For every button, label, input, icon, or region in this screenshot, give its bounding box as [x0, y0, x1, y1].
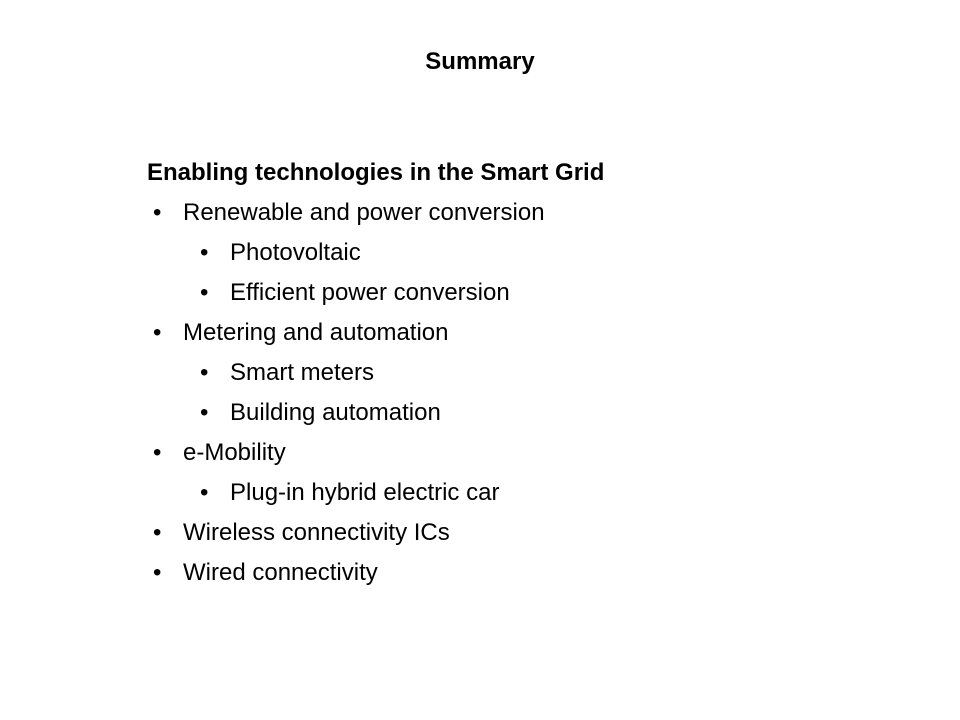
- sub-bullet-item: [147, 476, 847, 516]
- bullet-text: Photovoltaic: [230, 239, 361, 266]
- bullet-text: Efficient power conversion: [230, 279, 510, 306]
- bullet-text: Building automation: [230, 399, 441, 426]
- bullet-glyph: •: [200, 279, 209, 306]
- bullet-item: [147, 556, 847, 596]
- bullet-text: e-Mobility: [183, 439, 286, 466]
- bullet-item: [147, 196, 847, 236]
- bullet-item: [147, 436, 847, 476]
- sub-bullet-item: [147, 396, 847, 436]
- slide-content: [147, 156, 847, 596]
- bullet-glyph: •: [153, 199, 162, 226]
- bullet-item: [147, 316, 847, 356]
- bullet-text: Wireless connectivity ICs: [183, 519, 450, 546]
- slide-title: Summary: [425, 48, 535, 75]
- bullet-glyph: •: [200, 479, 209, 506]
- bullet-glyph: •: [200, 399, 209, 426]
- sub-bullet-item: [147, 356, 847, 396]
- bullet-item: [147, 516, 847, 556]
- sub-bullet-item: [147, 236, 847, 276]
- bullet-glyph: •: [153, 519, 162, 546]
- bullet-glyph: •: [153, 319, 162, 346]
- sub-bullet-item: [147, 276, 847, 316]
- bullet-glyph: •: [153, 439, 162, 466]
- bullet-text: Metering and automation: [183, 319, 449, 346]
- bullet-glyph: •: [200, 239, 209, 266]
- bullet-list: [147, 196, 847, 596]
- bullet-text: Smart meters: [230, 359, 375, 386]
- bullet-text: Wired connectivity: [183, 559, 378, 586]
- section-heading: Enabling technologies in the Smart Grid: [147, 159, 605, 186]
- bullet-glyph: •: [153, 559, 162, 586]
- bullet-text: Renewable and power conversion: [183, 199, 545, 226]
- bullet-glyph: •: [200, 359, 209, 386]
- bullet-text: Plug-in hybrid electric car: [230, 479, 500, 506]
